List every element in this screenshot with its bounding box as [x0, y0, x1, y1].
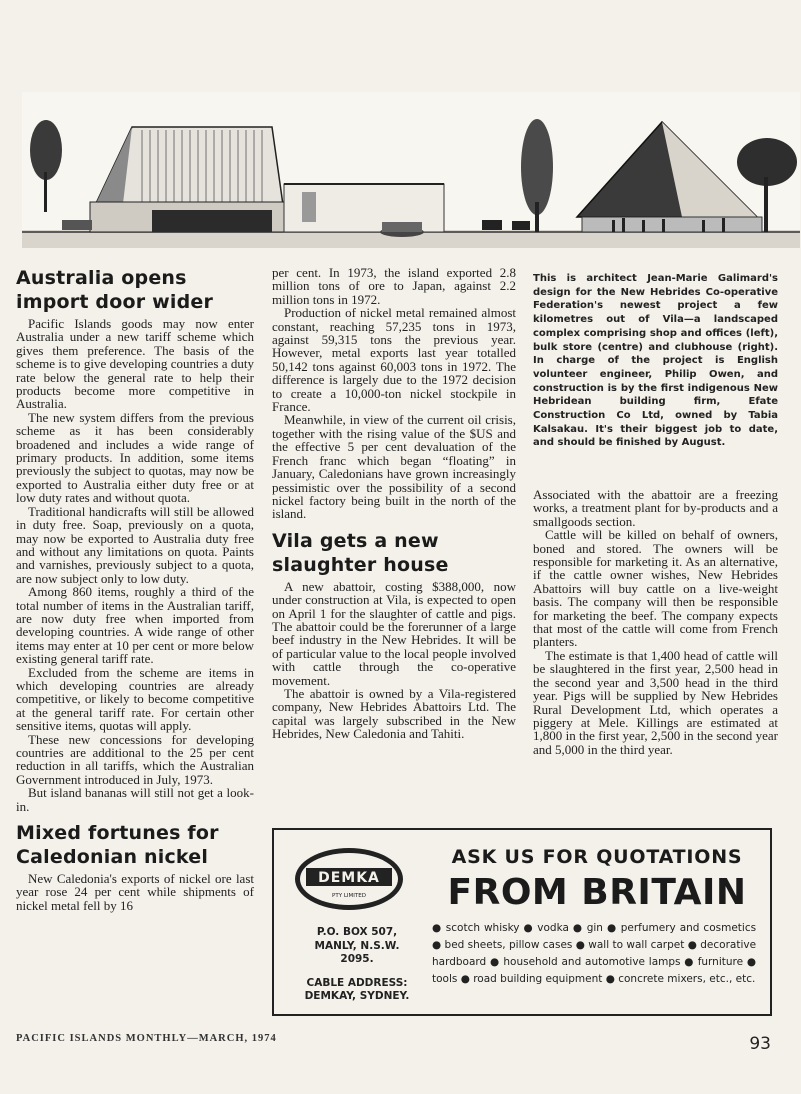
product-item: furniture — [697, 956, 744, 968]
address-line-3: 2095. — [340, 953, 374, 965]
product-item: wall to wall carpet — [588, 939, 685, 951]
bullet-icon: ● — [605, 973, 619, 985]
publication-footer: PACIFIC ISLANDS MONTHLY—MARCH, 1974 — [16, 1033, 277, 1044]
demka-logo — [292, 844, 406, 914]
australia-paragraph-5: Excluded from the scheme are items in which developing countries are already competitive, or likely to become competitive at the general tariff rate. For certain other sensitive items, quotas will apply. — [16, 664, 254, 734]
product-item: decorative hardboard — [432, 939, 757, 968]
caledonian-paragraph-2: per cent. In 1973, the island exported 2.8 million tons of ore to Japan, against 2.2 million tons in 1972. — [272, 265, 516, 307]
headline-vila: Vila gets a new slaughter house — [272, 529, 449, 576]
logo-sub-text: PTY LIMITED — [332, 893, 366, 899]
caledonian-paragraph-4: Meanwhile, in view of the current oil crisis, together with the rising value of the $US and the effective 5 per cent devaluation of the French franc which began “floating” in January, Caledonians have grown increasingly pessimistic over the possibility of a second nickel factory being built in the north of the island. — [272, 412, 516, 522]
demka-advertisement — [272, 828, 772, 1016]
product-item: perfumery and cosmetics — [620, 922, 757, 934]
australia-paragraph-1: Pacific Islands goods may now enter Australia under a new tariff scheme which gives them preference. The basis of the scheme is to give developing countries a duty rate below the general rate to help their products become more competitive in Australia. — [16, 316, 254, 412]
product-item: tools — [432, 973, 458, 985]
product-item: scotch whisky — [445, 922, 520, 934]
figure-caption: This is architect Jean-Marie Galimard's design for the New Hebrides Co-operative Federation's newest project a few kilometres out of Vila—a landscaped complex comprising shop and offices (left), bulk store (centre) and clubhouse (right). In charge of the project is English volunteer engineer, Philip Owen, and construction is by the first indigenous New Hebridean building firm, Efate Construction Co Ltd, owned by Tabia Kalsakau. It's their biggest job to date, and should be finished by August. — [533, 273, 778, 449]
headline-australia: Australia opens import door wider — [16, 267, 214, 313]
column-3 — [533, 488, 778, 756]
caledonian-paragraph-3: Production of nickel metal remained almost constant, reaching 57,235 tons in 1973, against 59,315 tons the previous year. However, metal exports last year totalled 50,142 tons against 60,003 tons in 1972. The difference is largely due to the 1972 decision to create a 10,000-ton nickel stockpile in France. — [272, 305, 516, 415]
architectural-drawing — [22, 92, 800, 248]
vila-paragraph-1: A new abattoir, costing $388,000, now under construction at Vila, is expected to open on April 1 for the slaughter of cattle and pigs. The abattoir could be the forerunner of a large beef industry in the New Hebrides. It will be of particular value to the local people involved with cattle through the co-operative movement. — [272, 578, 516, 688]
vila-paragraph-4: Cattle will be killed on behalf of owners, boned and stored. The owners will be responsible for marketing it. As an alternative, if the cattle owner wishes, New Hebrides Abattoirs will buy cattle on a live-weight basis. The company will then be responsible for marketing the beef. The company expects that most of the cattle will come from French planters. — [533, 527, 778, 650]
contact-block — [282, 926, 432, 1004]
column-2 — [272, 266, 516, 741]
vila-paragraph-3: Associated with the abattoir are a freezing works, a treatment plant for by-products and a smallgoods section. — [533, 487, 778, 529]
australia-paragraph-7: But island bananas will still not get a look-in. — [16, 785, 254, 814]
product-item: gin — [586, 922, 603, 934]
australia-paragraph-2: The new system differs from the previous scheme as it has been considerably broadened and includes a wide range of primary products. In addition, some items previously the subject to quotas, may now be exported to Australia either duty free or at low duty rates and without quota. — [16, 409, 254, 506]
column-1 — [16, 266, 254, 912]
bullet-icon: ● — [746, 956, 757, 968]
logo-name-text: DEMKA — [318, 870, 380, 886]
product-list — [432, 920, 756, 988]
bullet-icon: ● — [460, 973, 474, 985]
logo-oval-icon — [292, 844, 406, 914]
complex-sketch — [22, 92, 800, 248]
vila-paragraph-2: The abattoir is owned by a Vila-registered company, New Hebrides Abattoirs Ltd. The capital was largely subscribed in the New Hebrides, New Caledonia and Tahiti. — [272, 685, 516, 742]
page-number: 93 — [749, 1034, 771, 1054]
product-item: road building equipment — [473, 973, 603, 985]
bullet-icon: ● — [432, 939, 445, 951]
bullet-icon: ● — [572, 922, 587, 934]
australia-paragraph-3: Traditional handicrafts will still be allowed in duty free. Soap, previously on a quota, may now be exported to Australia duty free and without any limitations on quota. Paints and varnishes, previously subject to a quota, are now subject only to low duty. — [16, 503, 254, 586]
ad-heading: ASK US FOR QUOTATIONS — [451, 846, 743, 868]
bullet-icon: ● — [432, 922, 446, 934]
bullet-icon: ● — [523, 922, 538, 934]
address-line-1: P.O. BOX 507, — [316, 926, 398, 938]
caledonian-paragraph-1: New Caledonia's exports of nickel ore last year rose 24 per cent while shipments of nickel metal fell by 16 — [16, 871, 254, 913]
bullet-icon: ● — [490, 956, 504, 968]
product-item: vodka — [537, 922, 569, 934]
bullet-icon: ● — [684, 956, 698, 968]
headline-caledonian: Mixed fortunes for Caledonian nickel — [16, 822, 219, 869]
australia-paragraph-6: These new concessions for developing countries are additional to the 25 per cent reduction in all tariffs, which the Australian Government introduced in July, 1973. — [16, 731, 254, 787]
figure-caption-block — [533, 272, 778, 450]
bullet-icon: ● — [687, 939, 701, 951]
bullet-icon: ● — [575, 939, 589, 951]
product-item: bed sheets, pillow cases — [444, 939, 573, 951]
cable-line-1: CABLE ADDRESS: — [306, 976, 408, 989]
address-line-2: MANLY, N.S.W. — [314, 939, 400, 952]
product-item: household and automotive lamps — [503, 956, 681, 968]
bullet-icon: ● — [606, 922, 621, 934]
product-item: concrete mixers, etc., etc. — [618, 973, 756, 985]
ad-subheading: FROM BRITAIN — [447, 872, 747, 913]
cable-line-2: DEMKAY, SYDNEY. — [304, 990, 410, 1002]
australia-paragraph-4: Among 860 items, roughly a third of the total number of items in the Australian tariff, are now duty free when imported from developing countries. A wide range of other items may enter at 10 per cent or more below existing general tariff rate. — [16, 584, 254, 667]
vila-paragraph-5: The estimate is that 1,400 head of cattle will be slaughtered in the first year, 2,500 head in the second year and 3,500 head in the third year. Pigs will be supplied by New Hebrides Rural Development Ltd, which operates a piggery at Mele. Killings are estimated at 1,800 in the first year, 2,500 in the second year and 5,000 in the third year. — [533, 647, 778, 757]
